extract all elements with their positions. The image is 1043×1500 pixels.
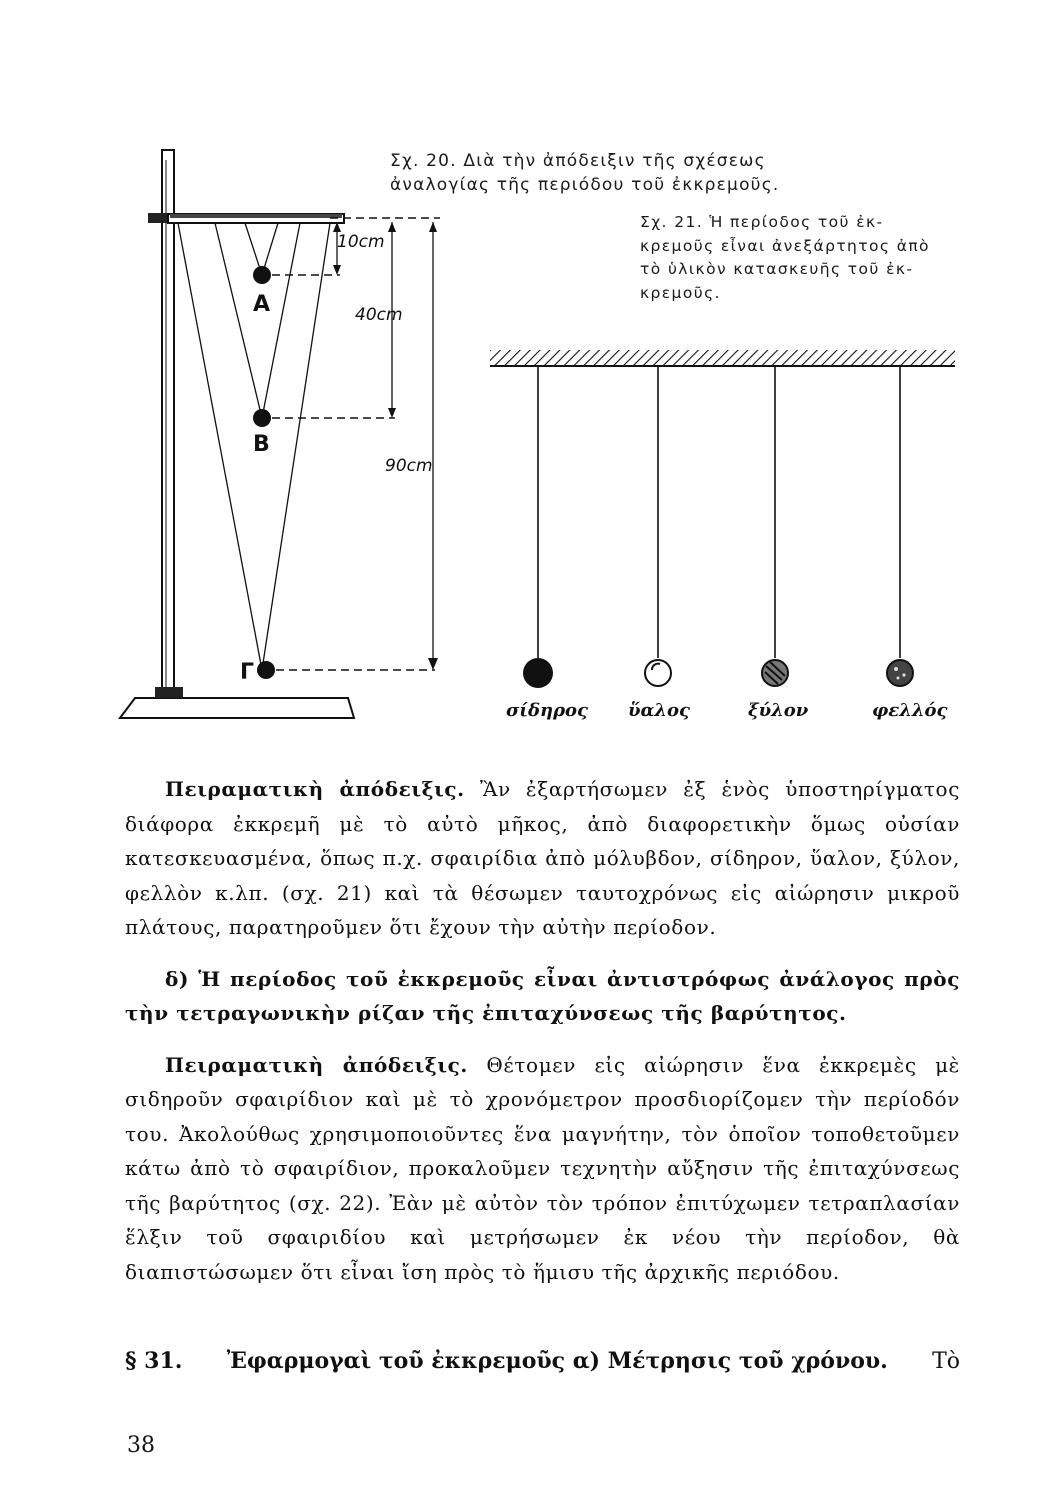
bob-a: [253, 266, 271, 284]
length-label-10cm: 10cm: [337, 232, 385, 252]
material-label-wood: ξύλον: [748, 700, 809, 721]
fig21-caption-line: κρεμοῦς.: [640, 283, 721, 302]
section-heading: [125, 1348, 960, 1374]
fig20-pendulum-figure: [0, 0, 480, 725]
length-label-90cm: 90cm: [385, 456, 433, 476]
fig21-caption: [640, 211, 930, 305]
section-title: Ἐφαρμογαὶ τοῦ ἐκκρεμοῦς α) Μέτρησις τοῦ χρόνου.: [226, 1348, 888, 1374]
paragraph-1: [125, 772, 960, 945]
material-label-cork: φελλός: [872, 700, 948, 721]
stand-base: [120, 698, 354, 718]
fig20-caption-line2: ἀναλογίας τῆς περιόδου τοῦ ἐκκρεμοῦς.: [390, 175, 780, 195]
paragraph-2: δ) Ἡ περίοδος τοῦ ἐκκρεμοῦς εἶναι ἀντιστρόφως ἀνάλογος πρὸς τὴν τετραγωνικὴν ρίζαν τῆς ἐπιταχύνσεως τῆς βαρύτητος.: [125, 966, 960, 1025]
stand-pole: [162, 150, 174, 700]
bob-c: [257, 661, 275, 679]
section-symbol: § 31.: [125, 1348, 183, 1374]
fig21-caption-line: τὸ ὑλικὸν κατασκευῆς τοῦ ἐκ-: [640, 260, 914, 278]
point-label-b: B: [253, 432, 270, 457]
bob-b: [253, 409, 271, 427]
material-label-glass: ὕαλος: [628, 700, 690, 721]
point-label-a: A: [253, 292, 271, 317]
paragraph-1-heading: Πειραματικὴ ἀπόδειξις.: [165, 777, 465, 801]
fig21-pendulums-figure: [480, 340, 960, 700]
point-label-c: Γ: [240, 660, 255, 685]
bob-cork: [887, 660, 913, 686]
paragraph-3: [125, 1048, 960, 1290]
paragraph-3-text: Θέτομεν εἰς αἰώρησιν ἕνα ἐκκρεμὲς μὲ σιδηροῦν σφαιρίδιον καὶ μὲ τὸ χρονόμετρον προσδιορίζομεν τὴν περίοδόν του. Ἀκολούθως χρησιμοποιοῦντες ἕνα μαγνήτην, τὸν ὁποῖον τοποθετοῦμεν κάτω ἀπὸ τὸ σφαιρίδιον, προκαλοῦμεν τεχνητὴν αὔξησιν τῆς ἐπιταχύνσεως τῆς βαρύτητος (σχ. 22). Ἐὰν μὲ αὐτὸν τὸν τρόπον ἐπιτύχωμεν τετραπλασίαν ἕλξιν τοῦ σφαιριδίου καὶ μετρήσωμεν ἐκ νέου τὴν περίοδον, θὰ διαπιστώσωμεν ὅτι εἶναι ἴση πρὸς τὸ ἥμισυ τῆς ἀρχικῆς περιόδου.: [125, 1052, 961, 1284]
clamp: [148, 213, 170, 223]
bob-iron: [523, 658, 553, 688]
body-text: [125, 772, 960, 1289]
paragraph-1-text: Ἂν ἐξαρτήσωμεν ἐξ ἑνὸς ὑποστηρίγματος διάφορα ἐκκρεμῆ μὲ τὸ αὐτὸ μῆκος, ἀπὸ διαφορετικὴν ὅμως οὐσίαν κατεσκευασμένα, ὅπως π.χ. σφαιρίδια ἀπὸ μόλυβδον, σίδηρον, ὕαλον, ξύλον, φελλὸν κ.λπ. (σχ. 21) καὶ τὰ θέσωμεν ταυτοχρόνως εἰς αἰώρησιν μικροῦ πλάτους, παρατηροῦμεν ὅτι ἔχουν τὴν αὐτὴν περίοδον.: [125, 777, 960, 939]
fig20-caption-line1: Σχ. 20. Διὰ τὴν ἀπόδειξιν τῆς σχέσεως: [390, 151, 766, 171]
page-number: 38: [127, 1433, 155, 1458]
section-tail: Τὸ: [932, 1349, 960, 1374]
length-label-40cm: 40cm: [355, 305, 403, 325]
paragraph-3-heading: Πειραματικὴ ἀπόδειξις.: [165, 1052, 468, 1077]
fig21-caption-line: κρεμοῦς εἶναι ἀνεξάρτητος ἀπὸ: [640, 236, 930, 255]
fig21-caption-line: Σχ. 21. Ἡ περίοδος τοῦ ἐκ-: [640, 213, 884, 231]
material-label-iron: σίδηρος: [506, 700, 589, 721]
